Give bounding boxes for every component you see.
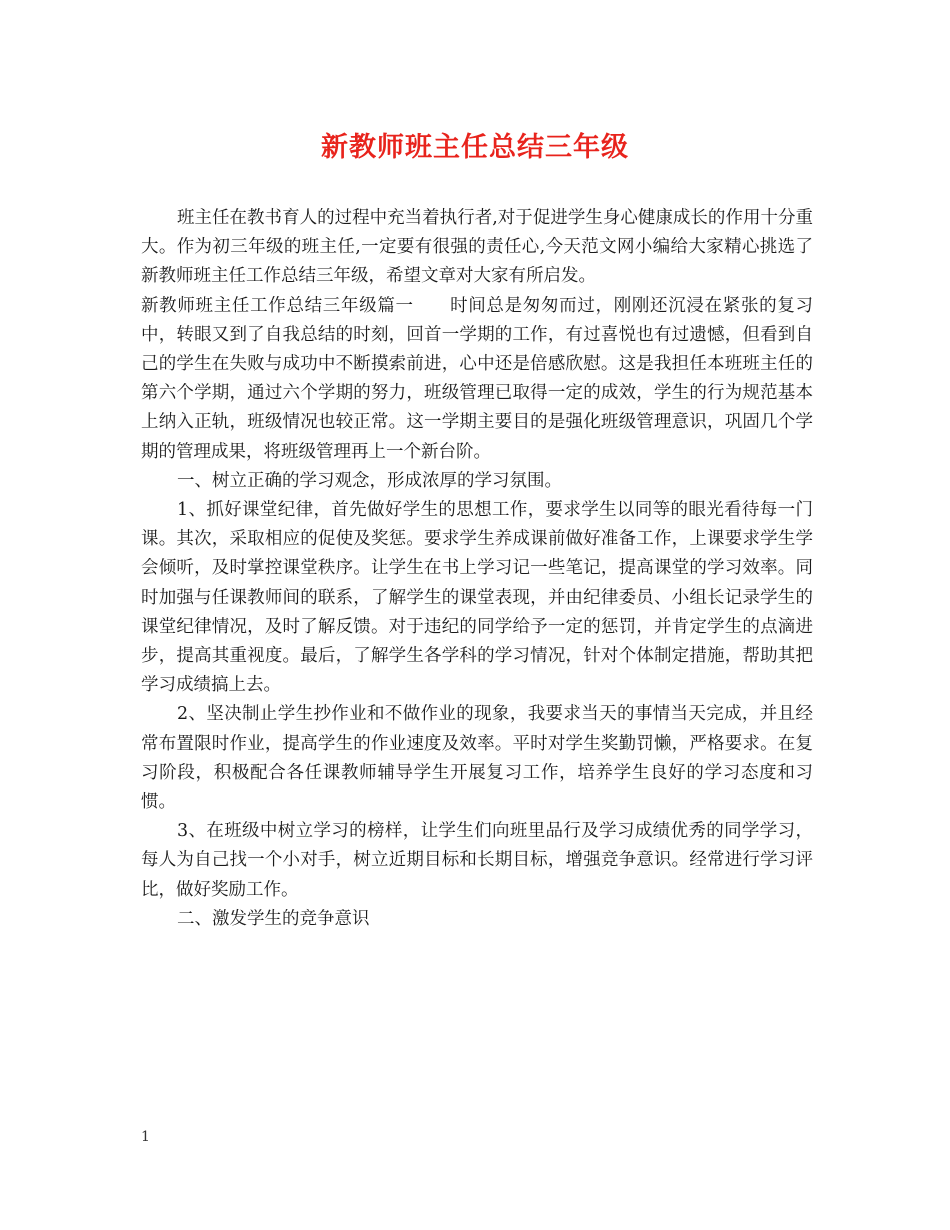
point-paragraph-1: 1、抓好课堂纪律，首先做好学生的思想工作，要求学生以同等的眼光看待每一门课。其次，采取相应的促使及奖惩。要求学生养成课前做好准备工作，上课要求学生学会倾听，及时掌控课堂秩序。让学生在书上学习记一些笔记，提高课堂的学习效率。同时加强与任课教师间的联系，了解学生的课堂表现，并由纪律委员、小组长记录学生的课堂纪律情况，及时了解反馈。对于违纪的同学给予一定的惩罚，并肯定学生的点滴进步，提高其重视度。最后，了解学生各学科的学习情况，针对个体制定措施，帮助其把学习成绩搞上去。 — [141, 500, 813, 696]
document-title: 新教师班主任总结三年级 — [321, 132, 629, 163]
section-heading-1: 一、树立正确的学习观念，形成浓厚的学习氛围。 — [177, 470, 562, 491]
section-paragraph: 新教师班主任工作总结三年级篇一 时间总是匆匆而过，刚刚还沉浸在紧张的复习中，转眼又到了自我总结的时刻，回首一学期的工作，有过喜悦也有过遗憾，但看到自己的学生在失败与成功中不断摸索前进，心中还是倍感欣慰。这是我担任本班班主任的第六个学期，通过六个学期的努力，班级管理已取得一定的成效，学生的行为规范基本上纳入正轨，班级情况也较正常。这一学期主要目的是强化班级管理意识，巩固几个学期的管理成果，将班级管理再上一个新台阶。 — [141, 295, 813, 462]
page-number: 1 — [141, 1129, 150, 1145]
document-body — [141, 204, 813, 934]
section-heading-2: 二、激发学生的竞争意识 — [177, 908, 370, 929]
point-paragraph-3: 3、在班级中树立学习的榜样，让学生们向班里品行及学习成绩优秀的同学学习，每人为自己找一个小对手，树立近期目标和长期目标，增强竞争意识。经常进行学习评比，做好奖励工作。 — [141, 821, 813, 900]
intro-paragraph: 班主任在教书育人的过程中充当着执行者,对于促进学生身心健康成长的作用十分重大。作为初三年级的班主任,一定要有很强的责任心,今天范文网小编给大家精心挑选了新教师班主任工作总结三年级，希望文章对大家有所启发。 — [141, 208, 813, 287]
point-paragraph-2: 2、坚决制止学生抄作业和不做作业的现象，我要求当天的事情当天完成，并且经常布置限时作业，提高学生的作业速度及效率。平时对学生奖勤罚懒，严格要求。在复习阶段，积极配合各任课教师辅导学生开展复习工作，培养学生良好的学习态度和习惯。 — [141, 704, 813, 813]
